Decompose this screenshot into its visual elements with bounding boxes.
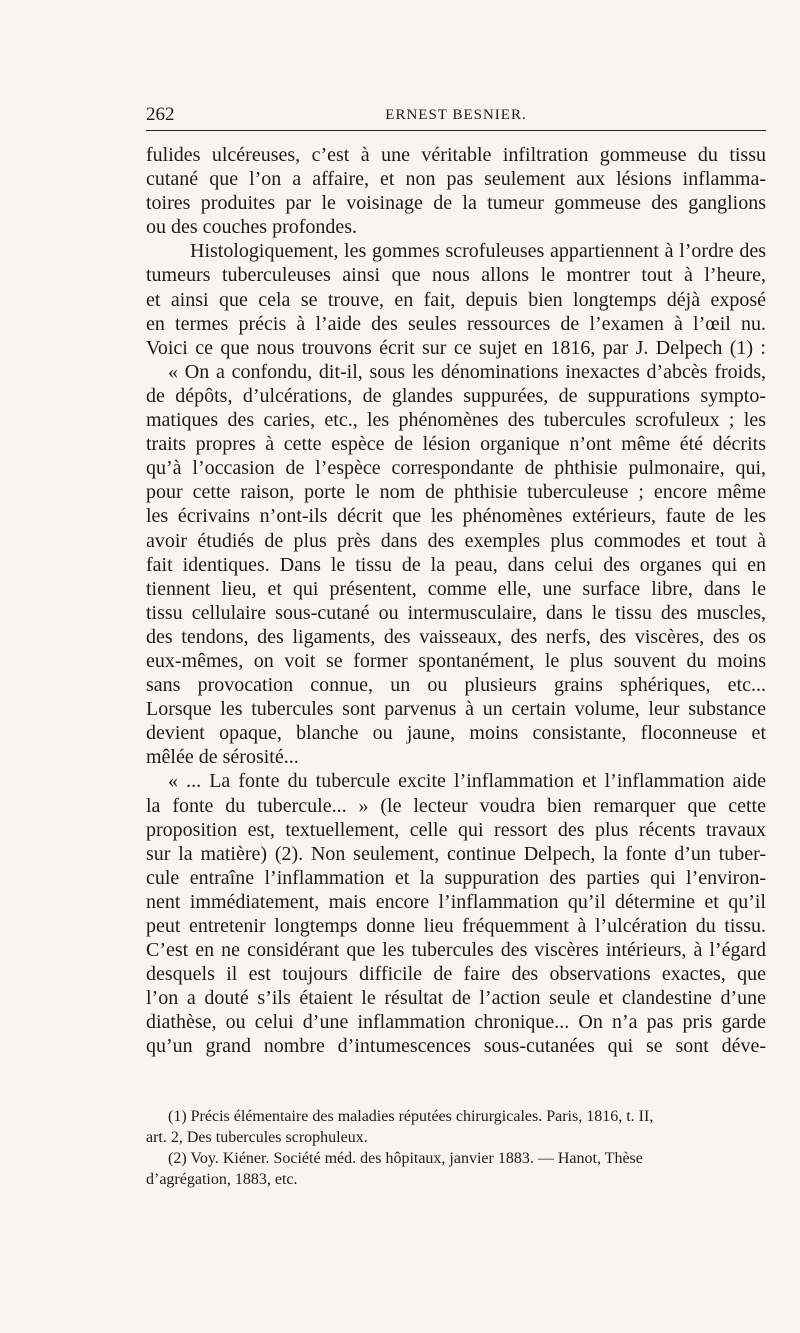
body-line: toires produites par le voisinage de la tumeur gommeuse des ganglions xyxy=(146,192,766,215)
body-line: fulides ulcéreuses, c’est à une véritable infiltration gommeuse du tissu xyxy=(146,144,766,166)
body-line: tumeurs tuberculeuses ainsi que nous allons le montrer tout à l’heure, xyxy=(146,264,766,287)
body-line: nent immédiatement, mais encore l’inflammation qu’il détermine et qu’il xyxy=(146,890,766,913)
running-head: ERNEST BESNIER. xyxy=(385,107,527,123)
body-line: mêlée de sérosité... xyxy=(146,746,299,769)
body-line: tissu cellulaire sous-cutané ou intermusculaire, dans le tissu des muscles, xyxy=(146,601,766,624)
footnotes xyxy=(146,1106,766,1190)
body-line: Histologiquement, les gommes scrofuleuses appartiennent à l’ordre des xyxy=(190,240,766,263)
body-line: diathèse, ou celui d’une inflammation chronique... On n’a pas pris garde xyxy=(146,1011,766,1034)
body-line: cule entraîne l’inflammation et la suppuration des parties qui l’environ- xyxy=(146,866,766,889)
body-line: et ainsi que cela se trouve, en fait, depuis bien longtemps déjà exposé xyxy=(146,288,766,311)
body-line: desquels il est toujours difficile de faire des observations exactes, que xyxy=(146,963,766,986)
footnote-line: (2) Voy. Kiéner. Société méd. des hôpitaux, janvier 1883. — Hanot, Thèse xyxy=(168,1150,643,1167)
body-line: C’est en ne considérant que les tubercules des viscères intérieurs, à l’égard xyxy=(146,939,766,962)
body-line: l’on a douté s’ils étaient le résultat de l’action seule et clandestine d’une xyxy=(146,987,766,1010)
body-line: des tendons, des ligaments, des vaisseaux, des nerfs, des viscères, des os xyxy=(146,625,766,648)
body-line: « ... La fonte du tubercule excite l’inflammation et l’inflammation aide xyxy=(168,770,766,793)
body-line: ou des couches profondes. xyxy=(146,216,358,239)
body-line: tiennent lieu, et qui présentent, comme elle, une surface libre, dans le xyxy=(146,577,766,600)
body-line: Lorsque les tubercules sont parvenus à un certain volume, leur substance xyxy=(146,698,766,721)
body-line: peut entretenir longtemps donne lieu fréquemment à l’ulcération du tissu. xyxy=(146,915,766,937)
footnote-line: (1) Précis élémentaire des maladies réputées chirurgicales. Paris, 1816, t. II, xyxy=(168,1108,654,1125)
body-line: eux-mêmes, on voit se former spontanément, le plus souvent du moins xyxy=(146,649,766,672)
body-line: fait identiques. Dans le tissu de la peau, dans celui des organes qui en xyxy=(146,553,766,576)
body-line: sur la matière) (2). Non seulement, continue Delpech, la fonte d’un tuber- xyxy=(146,842,766,865)
page-number: 262 xyxy=(146,104,175,125)
footnote-line: d’agrégation, 1883, etc. xyxy=(146,1171,298,1188)
page-header xyxy=(146,104,766,128)
body-text xyxy=(146,143,766,1059)
body-line: « On a confondu, dit-il, sous les dénominations inexactes d’abcès froids, xyxy=(168,360,766,383)
body-line: matiques des caries, etc., les phénomènes des tubercules scrofuleux ; les xyxy=(146,409,766,432)
body-line: Voici ce que nous trouvons écrit sur ce sujet en 1816, par J. Delpech (1) : xyxy=(146,336,766,359)
body-line: en termes précis à l’aide des seules ressources de l’examen à l’œil nu. xyxy=(146,312,766,335)
body-line: la fonte du tubercule... » (le lecteur voudra bien remarquer que cette xyxy=(146,794,766,817)
body-line: de dépôts, d’ulcérations, de glandes suppurées, de suppurations sympto- xyxy=(146,384,766,407)
body-line: sans provocation connue, un ou plusieurs grains sphériques, etc... xyxy=(146,674,766,697)
body-line: les écrivains n’ont-ils décrit que les phénomènes extérieurs, faute de les xyxy=(146,505,766,528)
body-line: pour cette raison, porte le nom de phthisie tuberculeuse ; encore même xyxy=(146,481,766,504)
body-line: devient opaque, blanche ou jaune, moins consistante, floconneuse et xyxy=(146,722,766,745)
body-line: traits propres à cette espèce de lésion organique n’ont même été décrits xyxy=(146,433,766,456)
body-line: qu’à l’occasion de l’espèce correspondante de phthisie pulmonaire, qui, xyxy=(146,457,766,480)
body-line: proposition est, textuellement, celle qui ressort des plus récents travaux xyxy=(146,818,766,841)
body-line: cutané que l’on a affaire, et non pas seulement aux lésions inflamma- xyxy=(146,168,766,191)
footnote-line: art. 2, Des tubercules scrophuleux. xyxy=(146,1129,368,1146)
body-line: avoir étudiés de plus près dans des exemples plus commodes et tout à xyxy=(146,529,766,552)
header-rule xyxy=(146,130,766,131)
body-line: qu’un grand nombre d’intumescences sous-cutanées qui se sont déve- xyxy=(146,1035,766,1058)
